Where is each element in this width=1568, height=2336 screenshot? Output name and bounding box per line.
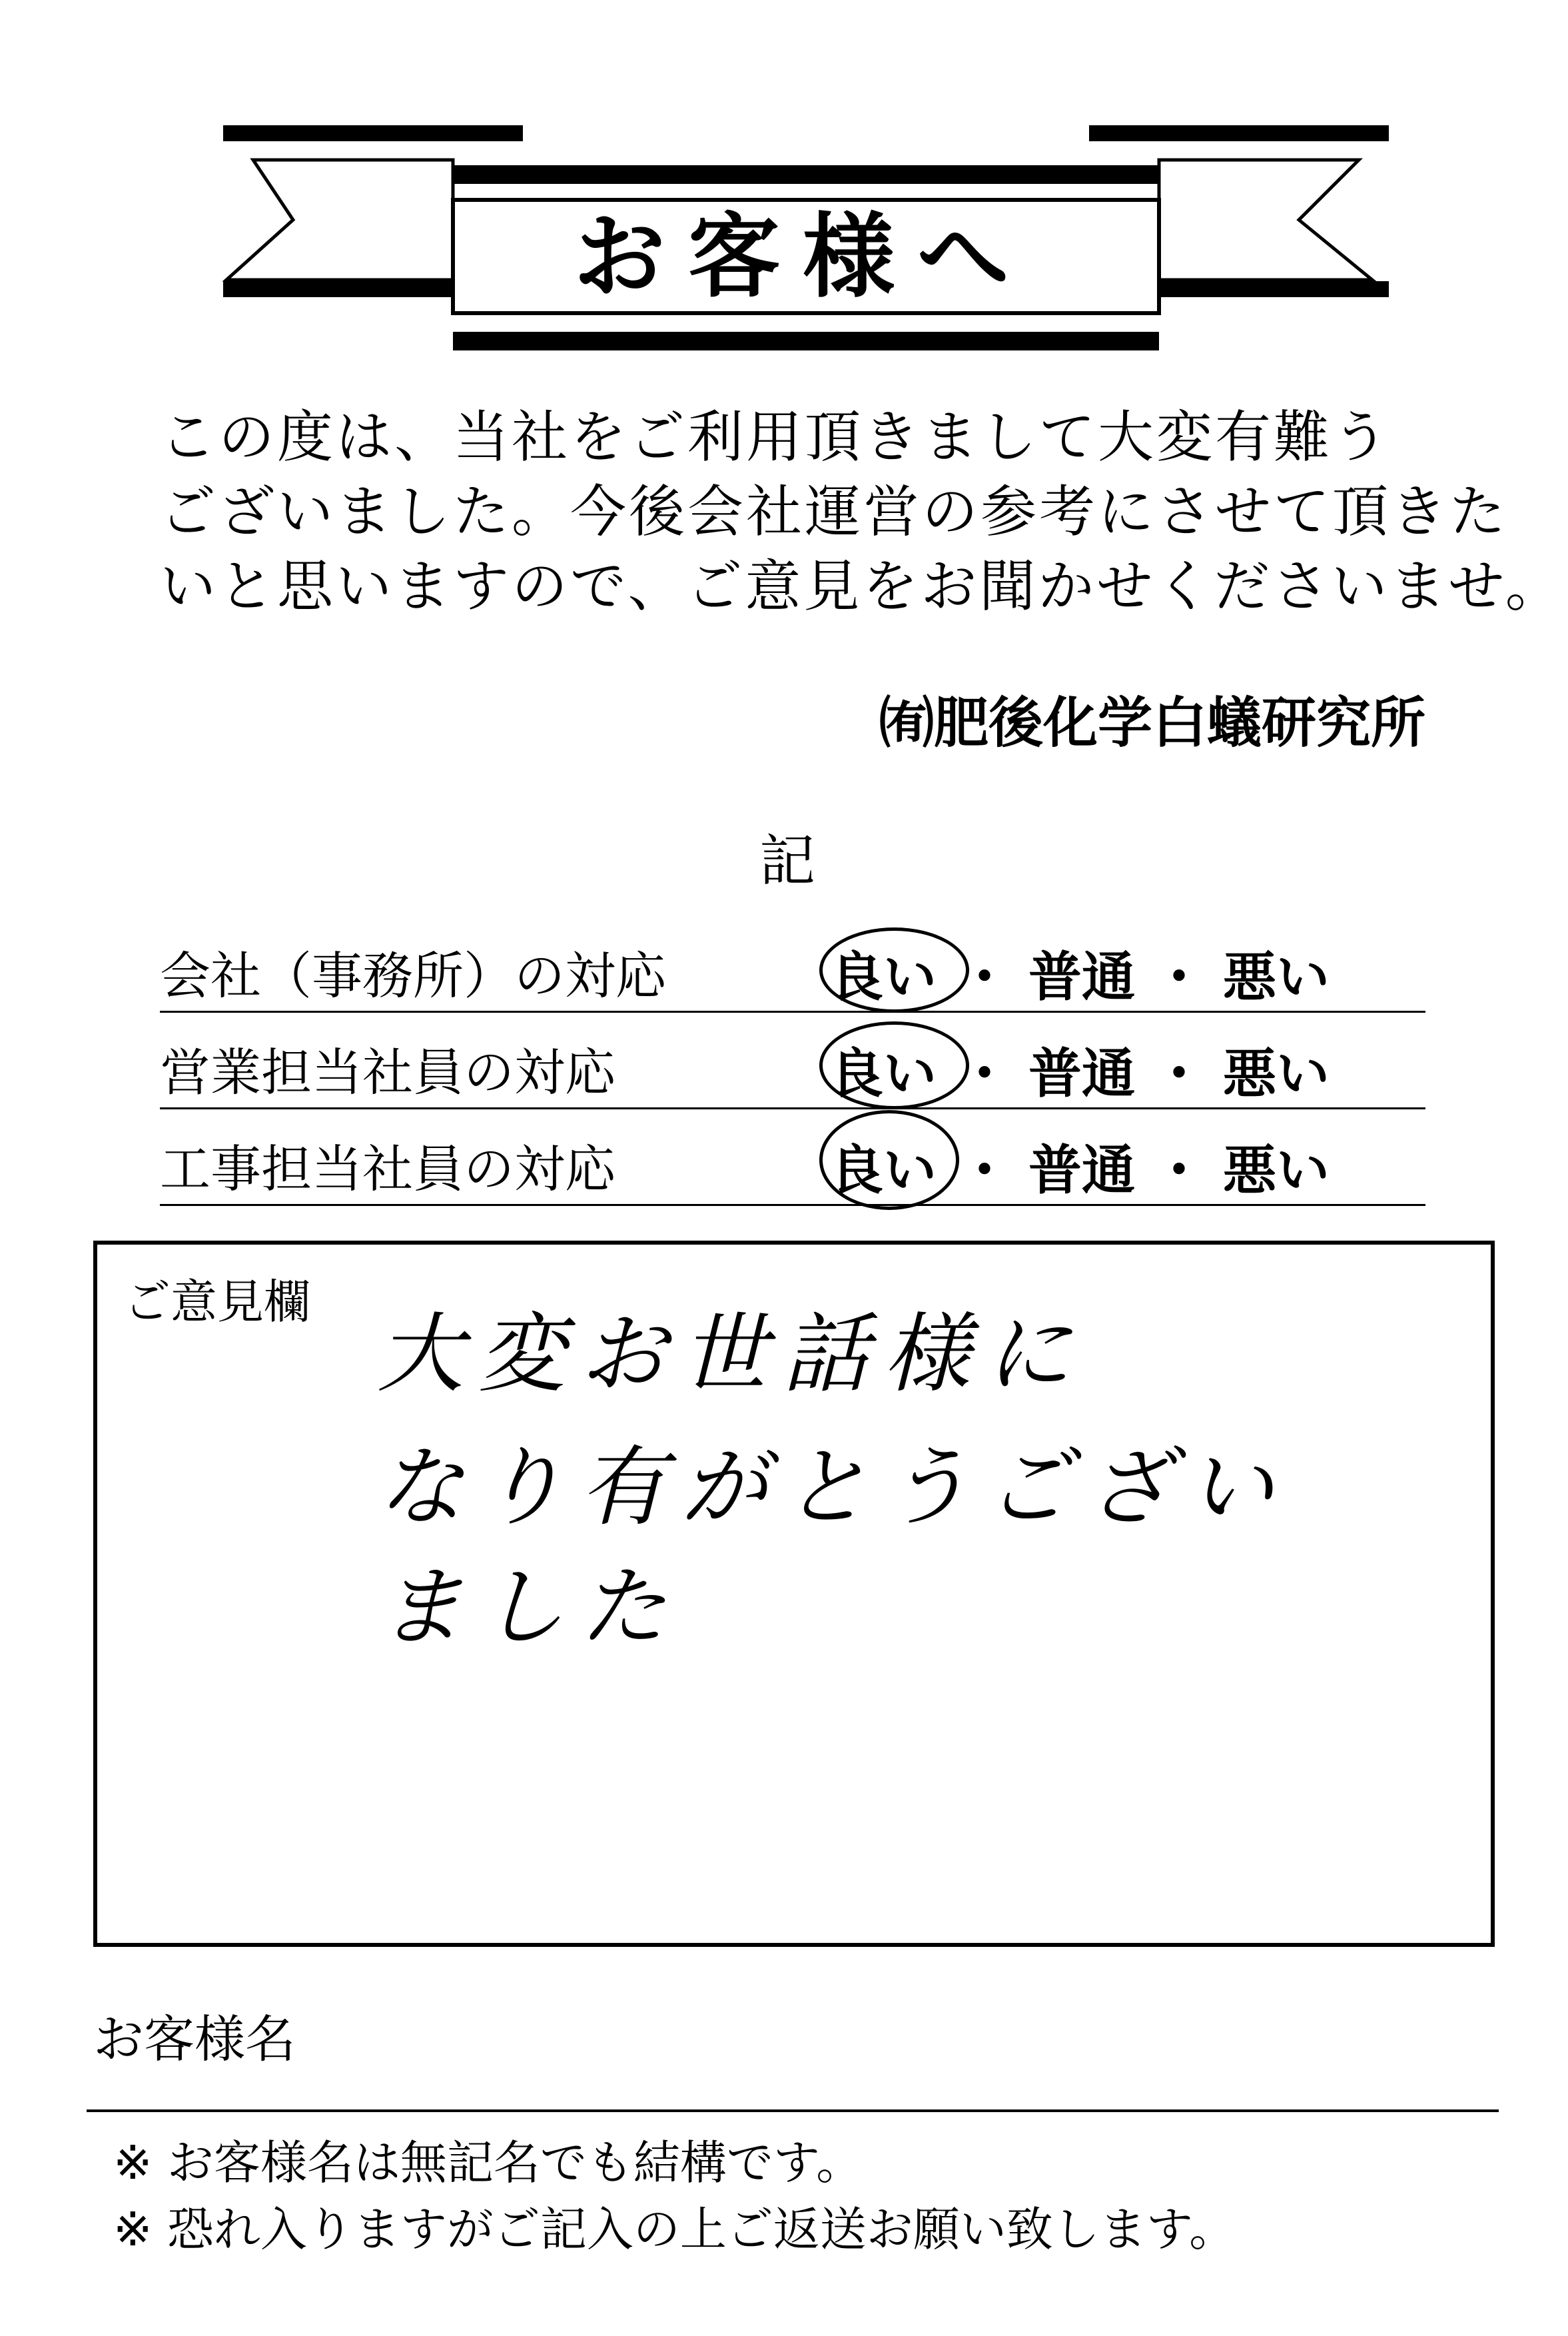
handwritten-line-3: ました [377,1556,681,1658]
option-separator: ・ [958,1043,1011,1105]
row-divider [160,1107,1425,1109]
company-name: ㈲肥後化学白蟻研究所 [879,692,1425,755]
selection-circle [819,927,969,1013]
page-title: お客様へ [573,202,1032,310]
option-good[interactable]: 良い [830,1043,937,1105]
option-good[interactable]: 良い [830,946,937,1008]
option-good[interactable]: 良い [830,1139,937,1201]
option-separator: ・ [1152,1043,1206,1105]
ki-heading: 記 [759,828,816,893]
option-bad[interactable]: 悪い [1223,946,1330,1008]
option-separator: ・ [1152,1139,1206,1201]
option-bad[interactable]: 悪い [1223,1139,1330,1201]
rating-label: 営業担当社員の対応 [160,1043,615,1102]
handwritten-line-2: なり有がとうござい [377,1437,1289,1538]
rating-label: 会社（事務所）の対応 [160,946,666,1005]
intro-line-3: いと思いますので、ご意見をお聞かせくださいませ。 [160,554,1564,619]
customer-name-line[interactable] [87,2109,1499,2112]
note-return: ※ 恐れ入りますがご記入の上ご返送お願い致します。 [113,2202,1236,2257]
option-normal[interactable]: 普通 [1028,1139,1135,1201]
selection-circle [819,1021,969,1109]
intro-paragraph [160,400,1564,624]
rating-row-office [160,919,1425,1013]
option-normal[interactable]: 普通 [1028,946,1135,1008]
option-separator: ・ [1152,946,1206,1008]
row-divider [160,1204,1425,1206]
customer-name-label: お客様名 [93,2010,296,2069]
opinion-label: ご意見欄 [124,1275,310,1329]
handwritten-line-1: 大変お世話様に [377,1303,1086,1405]
option-bad[interactable]: 悪い [1223,1043,1330,1105]
option-separator: ・ [958,946,1011,1008]
option-normal[interactable]: 普通 [1028,1043,1135,1105]
banner-ribbon-graphic [0,0,1568,373]
row-divider [160,1011,1425,1013]
opinion-box[interactable] [93,1241,1495,1947]
rating-label: 工事担当社員の対応 [160,1139,615,1199]
selection-circle [819,1110,959,1210]
note-anonymous: ※ お客様名は無記名でも結構です。 [113,2135,863,2190]
option-separator: ・ [958,1139,1011,1201]
intro-line-1: この度は、当社をご利用頂きまして大変有難う [160,404,1391,470]
rating-row-sales [160,1016,1425,1109]
rating-row-construction [160,1113,1425,1206]
intro-line-2: ございました。今後会社運営の参考にさせて頂きた [160,479,1509,544]
